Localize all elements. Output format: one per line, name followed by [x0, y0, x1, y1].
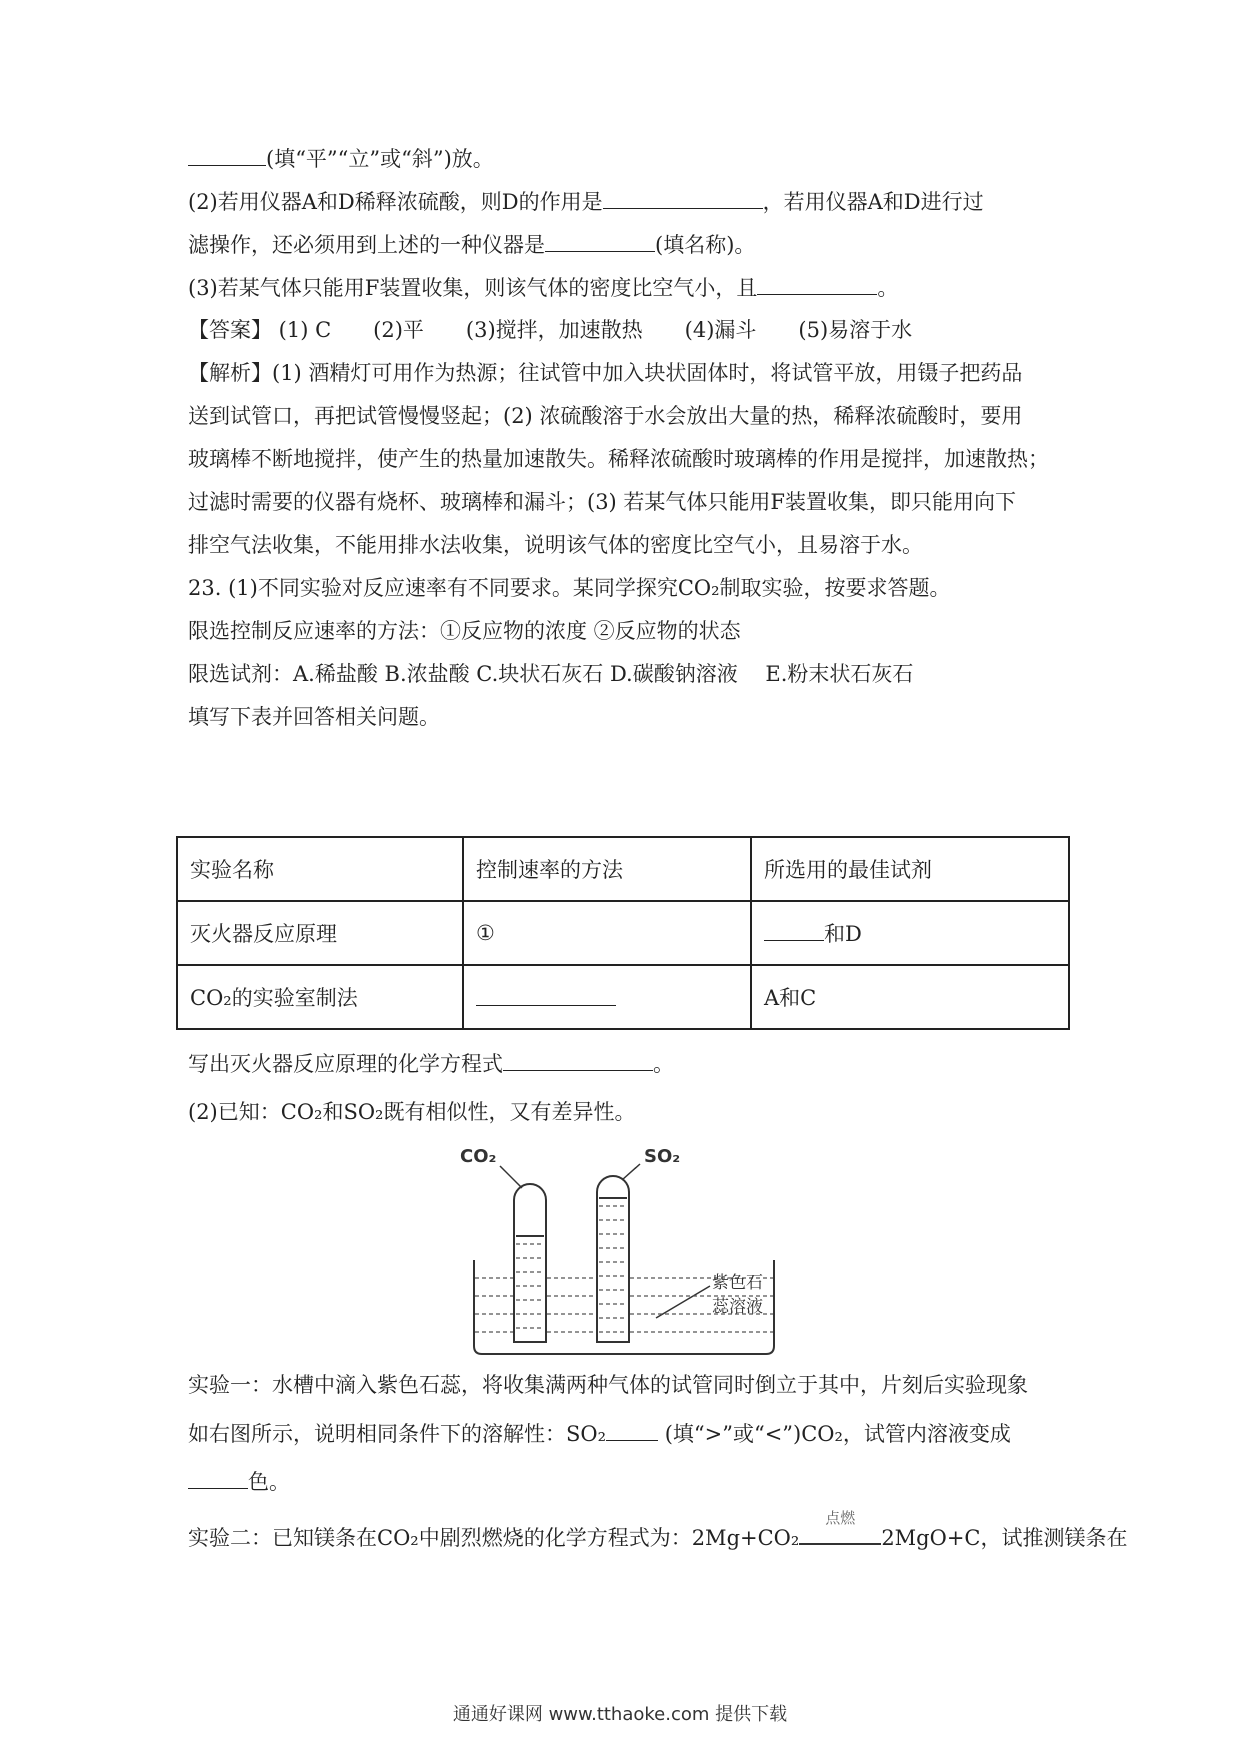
- co2-leader-line: [500, 1166, 522, 1188]
- answer-line: 【答案】 (1) C (2)平 (3)搅拌，加速散热 (4)漏斗 (5)易溶于水: [188, 318, 913, 342]
- table-header-cell: 实验名称: [177, 837, 463, 901]
- co2-test-tube: [514, 1184, 546, 1342]
- question-23-title: 23. (1)不同实验对反应速率有不同要求。某同学探究CO₂制取实验，按要求答题。: [188, 576, 951, 600]
- analysis-line: 送到试管口，再把试管慢慢竖起；(2) 浓硫酸溶于水会放出大量的热，稀释浓硫酸时，要用: [188, 404, 1023, 428]
- experiment-2-line: 实验二：已知镁条在CO₂中剧烈燃烧的化学方程式为：2Mg+CO₂ 点燃 2MgO+C，试推测镁条在: [188, 1523, 1128, 1553]
- analysis-line: 过滤时需要的仪器有烧杯、玻璃棒和漏斗；(3) 若某气体只能用F装置收集，即只能用向下: [188, 490, 1016, 514]
- table-row: [177, 965, 1069, 1029]
- experiment-1-line-cont: 如右图所示，说明相同条件下的溶解性：SO₂ (填“>”或“<”)CO₂，试管内溶液变成: [188, 1418, 1011, 1449]
- analysis-line: 玻璃棒不断地搅拌，使产生的热量加速散失。稀释浓硫酸时玻璃棒的作用是搅拌，加速散热；: [188, 447, 1049, 471]
- table-row: [177, 901, 1069, 965]
- table-header-cell: 所选用的最佳试剂: [751, 837, 1069, 901]
- table-cell: [463, 965, 751, 1029]
- reaction-condition: 点燃: [799, 1523, 881, 1553]
- answer-blank: [503, 1048, 653, 1071]
- methods-line: 限选控制反应速率的方法：①反应物的浓度 ②反应物的状态: [188, 619, 741, 643]
- page-footer: 通通好课网 www.tthaoke.com 提供下载: [452, 1704, 788, 1725]
- fill-in-line-1: (填“平”“立”或“斜”)放。: [188, 143, 494, 174]
- answer-blank: [606, 1418, 658, 1441]
- equation-prompt-line: 写出灭火器反应原理的化学方程式 。: [188, 1048, 674, 1079]
- table-cell: 和D: [751, 901, 1069, 965]
- instruction-line: 填写下表并回答相关问题。: [188, 705, 440, 729]
- analysis-line: 【解析】(1) 酒精灯可用作为热源；往试管中加入块状固体时，将试管平放，用镊子把药品: [188, 361, 1023, 385]
- test-tube-figure: [460, 1140, 800, 1360]
- so2-test-tube: [597, 1176, 629, 1342]
- so2-leader-line: [622, 1164, 640, 1180]
- so2-label: SO₂: [644, 1146, 681, 1167]
- experiment-table: [176, 836, 1070, 1030]
- co2-label: CO₂: [460, 1146, 497, 1167]
- experiment-1-line-end: 色。: [188, 1466, 290, 1497]
- answer-blank: [603, 186, 763, 209]
- question-3-line: (3)若某气体只能用F装置收集，则该气体的密度比空气小，且 。: [188, 272, 898, 303]
- answer-blank: [476, 983, 616, 1006]
- answer-blank: [188, 1466, 248, 1489]
- table-cell: CO₂的实验室制法: [177, 965, 463, 1029]
- question-2-line-cont: 滤操作，还必须用到上述的一种仪器是 (填名称)。: [188, 229, 755, 260]
- question-23-part-2: (2)已知：CO₂和SO₂既有相似性，又有差异性。: [188, 1100, 636, 1124]
- analysis-line: 排空气法收集，不能用排水法收集，说明该气体的密度比空气小，且易溶于水。: [188, 533, 923, 557]
- reagents-line: 限选试剂：A.稀盐酸 B.浓盐酸 C.块状石灰石 D.碳酸钠溶液 E.粉末状石灰石: [188, 662, 914, 686]
- answer-blank: [764, 918, 824, 941]
- answer-blank: [757, 272, 877, 295]
- solution-label-2: 蕊溶液: [712, 1297, 763, 1317]
- table-cell: 灭火器反应原理: [177, 901, 463, 965]
- table-header-row: [177, 837, 1069, 901]
- experiment-1-line: 实验一：水槽中滴入紫色石蕊，将收集满两种气体的试管同时倒立于其中，片刻后实验现象: [188, 1373, 1028, 1397]
- solution-leader-line: [656, 1286, 710, 1318]
- answer-blank: [188, 143, 266, 166]
- question-2-line: (2)若用仪器A和D稀释浓硫酸，则D的作用是 ，若用仪器A和D进行过: [188, 186, 984, 217]
- equals-arrow: [799, 1539, 881, 1545]
- solution-label-1: 紫色石: [712, 1273, 763, 1293]
- table-cell: ①: [463, 901, 751, 965]
- table-header-cell: 控制速率的方法: [463, 837, 751, 901]
- answer-blank: [545, 229, 655, 252]
- table-cell: A和C: [751, 965, 1069, 1029]
